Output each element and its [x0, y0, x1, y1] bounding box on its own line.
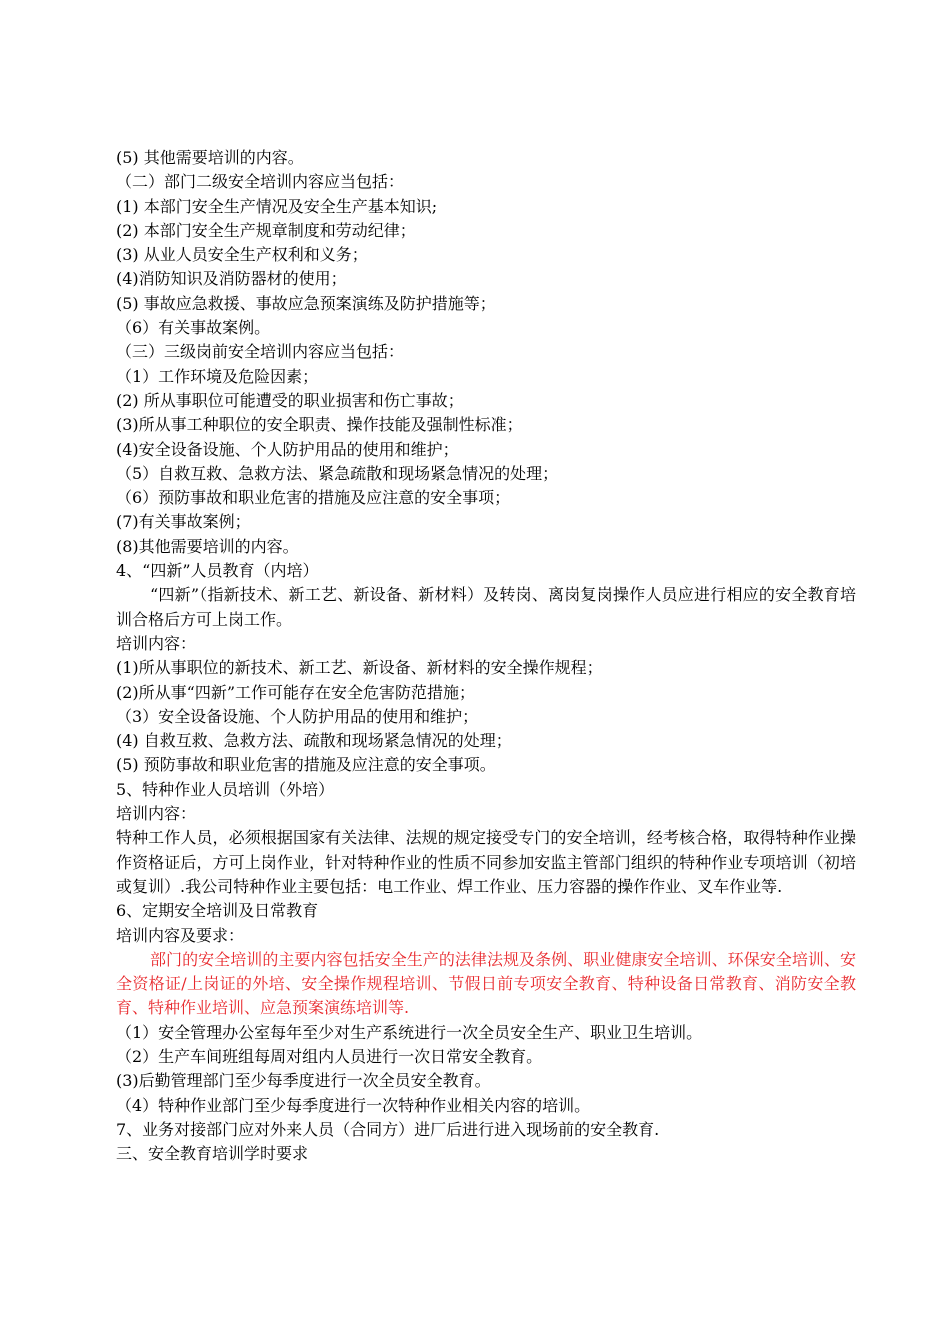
- text-line: (2) 所从事职位可能遭受的职业损害和伤亡事故；: [116, 390, 464, 410]
- text-line: 5、特种作业人员培训（外培）: [116, 779, 335, 799]
- text-line: (8)其他需要培训的内容。: [116, 536, 299, 556]
- text-line: (1) 本部门安全生产情况及安全生产基本知识;: [116, 196, 438, 216]
- text-line: (3)所从事工种职位的安全职责、操作技能及强制性标准；: [116, 415, 523, 435]
- text-line: （4）特种作业部门至少每季度进行一次特种作业相关内容的培训。: [116, 1095, 591, 1115]
- periodic-training-list: [116, 1021, 856, 1167]
- highlighted-training-paragraph: 部门的安全培训的主要内容包括安全生产的法律法规及条例、职业健康安全培训、环保安全培训、安全资格证/上岗证的外培、安全操作规程培训、节假日前专项安全教育、特种设备日常教育、消防安全教育、特种作业培训、应急预案演练培训等.: [116, 949, 856, 1018]
- text-line: (2) 本部门安全生产规章制度和劳动纪律；: [116, 220, 416, 240]
- text-line: （1）安全管理办公室每年至少对生产系统进行一次全员安全生产、职业卫生培训。: [116, 1022, 703, 1042]
- text-line: (5) 预防事故和职业危害的措施及应注意的安全事项。: [116, 755, 496, 775]
- text-line: （1）工作环境及危险因素；: [116, 366, 319, 386]
- text-line: 培训内容及要求：: [116, 925, 245, 945]
- text-line: (5) 其他需要培训的内容。: [116, 148, 304, 167]
- text-line: 4、“四新”人员教育（内培）: [116, 561, 319, 581]
- sixin-training-list: [116, 632, 856, 826]
- sixin-intro-paragraph: “四新”（指新技术、新工艺、新设备、新材料）及转岗、离岗复岗操作人员应进行相应的安全教育培训合格后方可上岗工作。: [116, 585, 856, 629]
- text-line: (2)所从事“四新”工作可能存在安全危害防范措施；: [116, 682, 476, 702]
- text-line: 7、业务对接部门应对外来人员（合同方）进厂后进行进入现场前的安全教育.: [116, 1119, 660, 1139]
- text-line: (7)有关事故案例；: [116, 512, 251, 532]
- text-line: （3）安全设备设施、个人防护用品的使用和维护；: [116, 706, 479, 726]
- text-line: 培训内容：: [116, 633, 197, 653]
- text-line: （三）三级岗前安全培训内容应当包括：: [116, 342, 405, 362]
- text-line: 培训内容：: [116, 804, 197, 824]
- text-line: 三、安全教育培训学时要求: [116, 1144, 309, 1164]
- special-operations-paragraph: 特种工作人员，必须根据国家有关法律、法规的规定接受专门的安全培训，经考核合格，取得特种作业操作资格证后，方可上岗作业，针对特种作业的性质不同参加安监主管部门组织的特种作业专项培训（初培或复训）.我公司特种作业主要包括：电工作业、焊工作业、压力容器的操作作业、叉车作业等.: [116, 828, 856, 896]
- text-line: （2）生产车间班组每周对组内人员进行一次日常安全教育。: [116, 1046, 543, 1066]
- text-line: (3) 从业人员安全生产权利和义务；: [116, 245, 368, 265]
- text-line: (5) 事故应急救援、事故应急预案演练及防护措施等；: [116, 293, 496, 313]
- text-line: (4)消防知识及消防器材的使用；: [116, 269, 347, 289]
- text-line: (1)所从事职位的新技术、新工艺、新设备、新材料的安全操作规程；: [116, 658, 603, 678]
- text-line: （6）有关事故案例。: [116, 318, 271, 338]
- text-line: （二）部门二级安全培训内容应当包括：: [116, 172, 405, 192]
- training-content-list-levels: [116, 146, 856, 583]
- text-line: 6、定期安全培训及日常教育: [116, 901, 319, 921]
- periodic-training-heading: [116, 899, 856, 948]
- text-line: (3)后勤管理部门至少每季度进行一次全员安全教育。: [116, 1071, 491, 1091]
- text-line: (4) 自救互救、急救方法、疏散和现场紧急情况的处理；: [116, 731, 512, 751]
- text-line: (4)安全设备设施、个人防护用品的使用和维护；: [116, 439, 459, 459]
- text-line: （5）自救互救、急救方法、紧急疏散和现场紧急情况的处理；: [116, 463, 559, 483]
- text-line: （6）预防事故和职业危害的措施及应注意的安全事项；: [116, 488, 511, 508]
- document-body: [116, 146, 856, 1166]
